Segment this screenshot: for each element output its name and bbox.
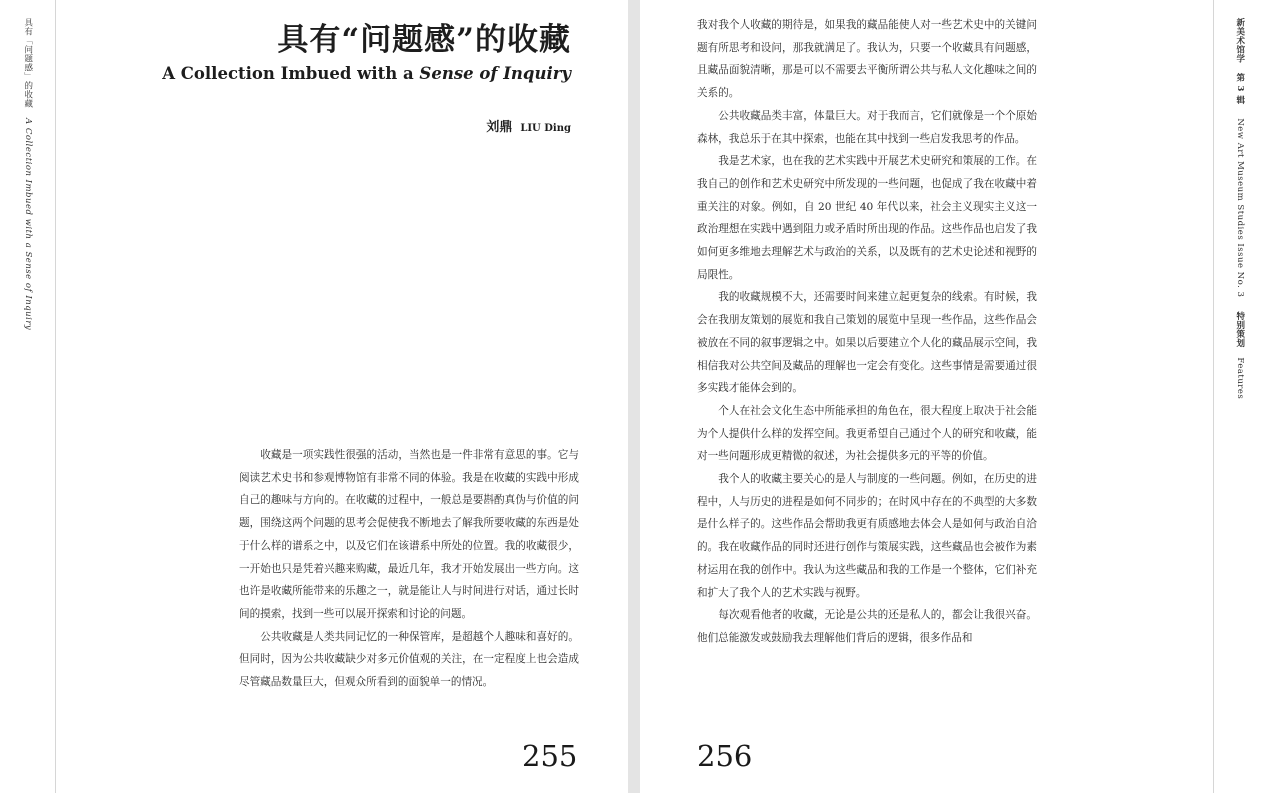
journal-name: 新美术馆学 bbox=[1234, 18, 1245, 63]
running-header-title-en: A Collection Imbued with a Sense of Inquiry bbox=[22, 118, 33, 331]
journal-name-en: New Art Museum Studies Issue No. 3 bbox=[1234, 118, 1245, 298]
subtitle-main: A Collection Imbued with a bbox=[162, 64, 420, 83]
paragraph: 我个人的收藏主要关心的是人与制度的一些问题。例如，在历史的进程中，人与历史的进程是如何不同步的；在时风中存在的不典型的大多数是什么样子的。这些作品会帮助我更有质感地去体会人是如何与政治自洽的。我在收藏作品的同时还进行创作与策展实践，这些藏品也会被作为素材运用在我的创作中。我认为这些藏品和我的工作是一个整体，它们补充和扩大了我个人的艺术实践与视野。 bbox=[697, 473, 1037, 599]
paragraph: 我的收藏规模不大，还需要时间来建立起更复杂的线索。有时候，我会在我朋友策划的展览和我自己策划的展览中呈现一些作品，这些作品会被放在不同的叙事逻辑之中。如果以后要建立个人化的藏品展示空间，我相信我对公共空间及藏品的理解也一定会有变化。这些事情是需要通过很多实践才能体会到的。 bbox=[697, 291, 1037, 395]
author-name-cn: 刘鼎 bbox=[486, 120, 513, 135]
section-name-en: Features bbox=[1234, 357, 1245, 400]
left-body-text bbox=[239, 444, 579, 694]
page-number: 255 bbox=[522, 739, 578, 773]
book-gutter bbox=[628, 0, 640, 793]
author-line bbox=[486, 116, 571, 135]
article-title: 具有“问题感”的收藏 bbox=[277, 22, 571, 58]
left-margin-rule bbox=[55, 0, 56, 793]
subtitle-italic: Sense of Inquiry bbox=[419, 64, 571, 83]
left-page bbox=[0, 0, 628, 793]
section-name: 特别策划 bbox=[1234, 311, 1245, 348]
author-name-en: LIU Ding bbox=[520, 123, 571, 134]
paragraph: 每次观看他者的收藏，无论是公共的还是私人的，都会让我很兴奋。他们总能激发或鼓励我去理解他们背后的逻辑，很多作品和 bbox=[697, 609, 1037, 644]
paragraph: 公共收藏品类丰富，体量巨大。对于我而言，它们就像是一个个原始森林，我总乐于在其中探索，也能在其中找到一些启发我思考的作品。 bbox=[697, 109, 1037, 145]
right-body-text bbox=[697, 14, 1037, 650]
paragraph: 我是艺术家，也在我的艺术实践中开展艺术史研究和策展的工作。在我自己的创作和艺术史研究中所发现的一些问题，也促成了我在收藏中着重关注的对象。例如，自 20 世纪 40 年代以来，社会主义现实主义这一政治理想在实践中遇到阻力或矛盾时所出现的作品。这些作品也启发了我如何更多维地去理解艺术与政治的关系，以及既有的艺术史论述和视野的局限性。 bbox=[697, 155, 1037, 281]
running-header-title: 具有「问题感」的收藏 bbox=[22, 18, 33, 108]
left-running-header bbox=[22, 18, 32, 330]
right-page bbox=[640, 0, 1268, 793]
right-running-header bbox=[1234, 18, 1244, 399]
paragraph: 个人在社会文化生态中所能承担的角色在，很大程度上取决于社会能为个人提供什么样的发挥空间。我更希望自己通过个人的研究和收藏，能对一些问题形成更精微的叙述，为社会提供多元的平等的价值。 bbox=[697, 404, 1037, 463]
right-margin-rule bbox=[1213, 0, 1214, 793]
article-subtitle bbox=[162, 64, 571, 83]
paragraph: 公共收藏是人类共同记忆的一种保管库，是超越个人趣味和喜好的。但同时，因为公共收藏缺少对多元价值观的关注，在一定程度上也会造成尽管藏品数量巨大，但观众所看到的面貌单一的情况。 bbox=[239, 630, 579, 689]
page-number: 256 bbox=[697, 739, 753, 773]
paragraph: 收藏是一项实践性很强的活动，当然也是一件非常有意思的事。它与阅读艺术史书和参观博物馆有非常不同的体验。我是在收藏的实践中形成自己的趣味与方向的。在收藏的过程中，一般总是要斟酌真伪与价值的问题，围绕这两个问题的思考会促使我不断地去了解我所要收藏的东西是处于什么样的谱系之中，以及它们在该谱系中所处的位置。我的收藏很少，一开始也只是凭着兴趣来购藏，最近几年，我才开始发展出一些方向。这也许是收藏所能带来的乐趣之一，就是能让人与时间进行对话，通过长时间的摸索，找到一些可以展开探索和讨论的问题。 bbox=[239, 449, 579, 620]
paragraph: 我对我个人收藏的期待是，如果我的藏品能使人对一些艺术史中的关键问题有所思考和设问，那我就满足了。我认为，只要一个收藏具有问题感，且藏品面貌清晰，那是可以不需要去平衡所谓公共与私人文化趣味之间的关系的。 bbox=[697, 19, 1037, 100]
journal-issue: 第 3 辑 bbox=[1234, 73, 1245, 105]
